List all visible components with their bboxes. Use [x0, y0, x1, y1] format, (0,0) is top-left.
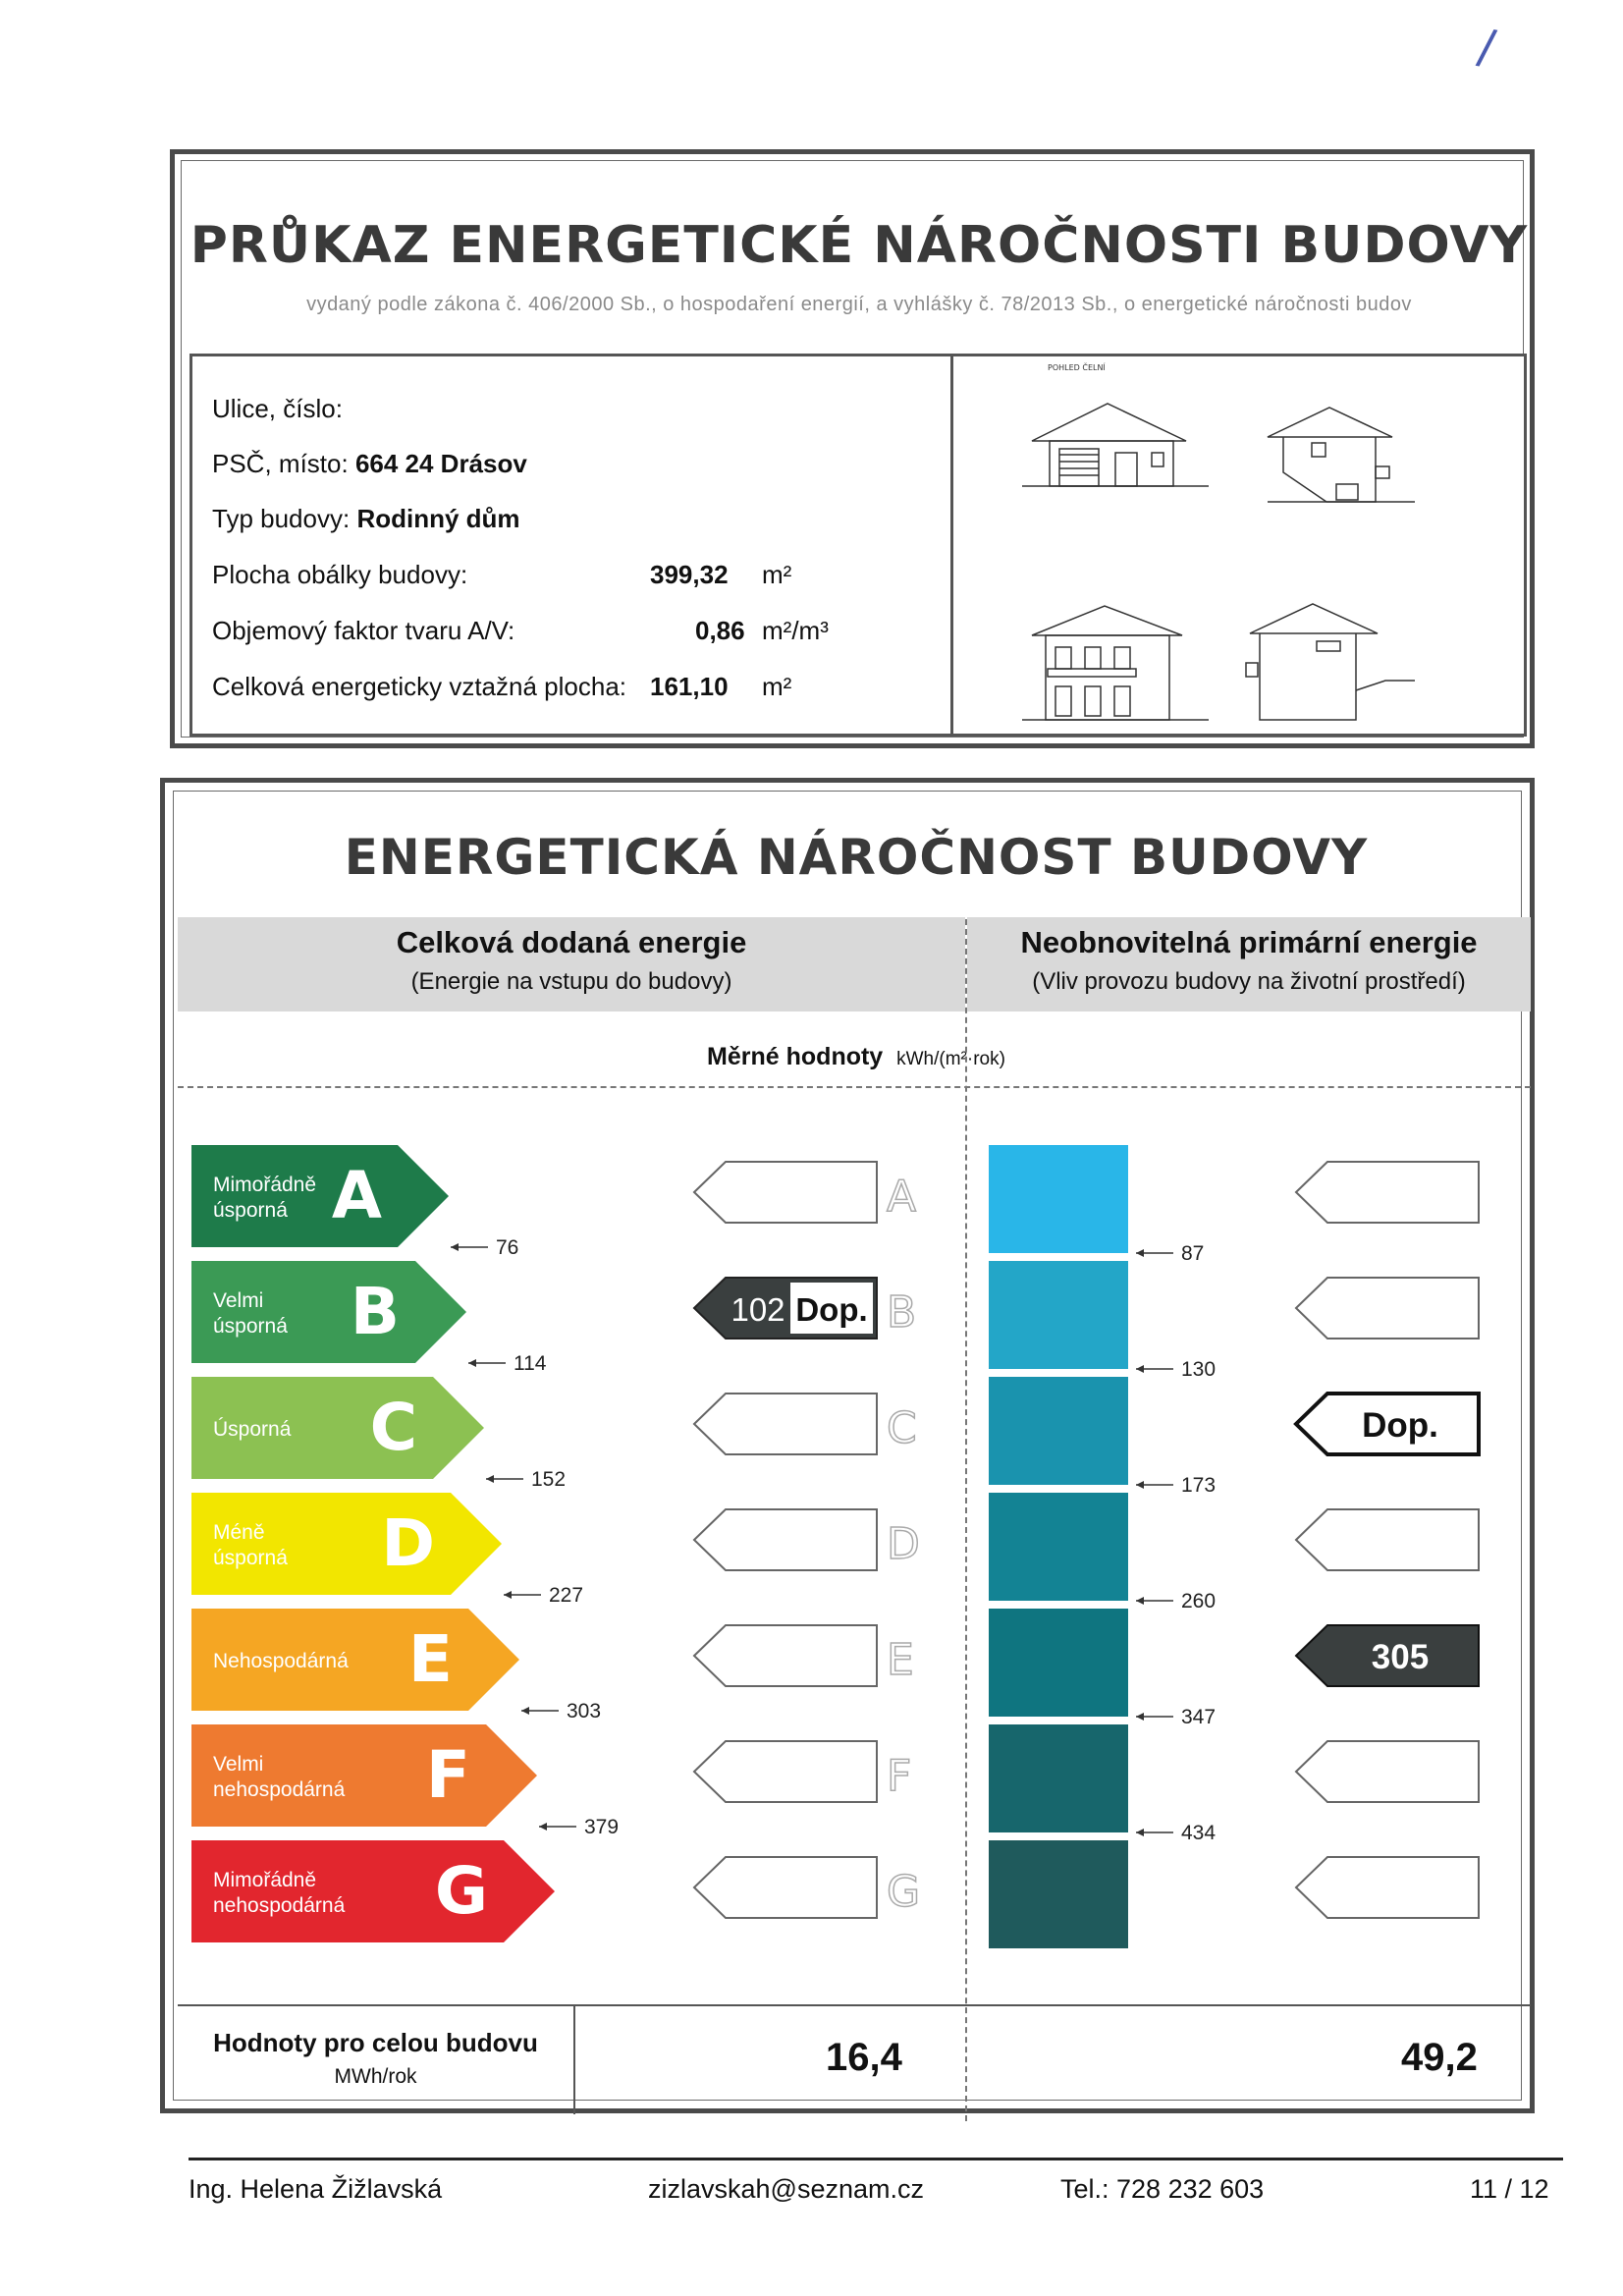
class-letter-d: D — [381, 1505, 435, 1581]
area-unit: m² — [762, 672, 792, 701]
primary-limit-arrowhead — [1136, 1597, 1144, 1605]
delivered-limit-value: 303 — [567, 1700, 602, 1722]
delivered-class-letter-f: F — [887, 1751, 912, 1801]
totals-row — [178, 2004, 1531, 2114]
delivered-limit-value: 227 — [549, 1584, 584, 1607]
building-info-table — [192, 356, 950, 734]
delivered-limit-arrowhead — [451, 1243, 459, 1251]
area-value: 161,10 — [650, 672, 729, 701]
front-roof-shape — [1032, 404, 1186, 441]
primary-indicator-d — [1296, 1509, 1479, 1570]
delivered-indicator-d — [694, 1509, 877, 1570]
delivered-limit-arrowhead — [521, 1707, 529, 1715]
primary-limit-arrowhead — [1136, 1829, 1144, 1836]
class-letter-e: E — [407, 1621, 453, 1697]
primary-limit-value: 260 — [1181, 1590, 1217, 1613]
specific-values-unit: kWh/(m²·rok) — [896, 1049, 1005, 1069]
delivered-class-letter-b: B — [887, 1287, 917, 1338]
class-arrow-d — [191, 1493, 502, 1595]
energy-class-scale — [174, 792, 1539, 2005]
certificate-header-inner — [181, 160, 1529, 738]
primary-limit-arrowhead — [1136, 1365, 1144, 1373]
av-label: Objemový faktor tvaru A/V: — [212, 616, 515, 645]
primary-limit-value: 173 — [1181, 1474, 1217, 1497]
certificate-title: PRŮKAZ ENERGETICKÉ NÁROČNOSTI BUDOVY — [189, 216, 1529, 275]
primary-value-marker: 305 — [1371, 1638, 1430, 1676]
psc-label: PSČ, místo: — [212, 449, 349, 478]
page-footer — [189, 2158, 1563, 2204]
delivered-class-letter-g: G — [887, 1867, 921, 1917]
drawing-label-front: POHLED ČELNÍ — [1048, 363, 1106, 372]
primary-limit-value: 87 — [1181, 1242, 1205, 1265]
rear-roof-shape — [1032, 606, 1182, 635]
type-row — [212, 504, 520, 534]
delivered-indicator-e — [694, 1625, 877, 1686]
primary-indicator-f — [1296, 1741, 1479, 1802]
primary-limit-value: 434 — [1181, 1822, 1217, 1844]
primary-limit-value: 130 — [1181, 1358, 1217, 1381]
energy-performance-box — [160, 778, 1535, 2113]
elevations-svg — [953, 356, 1528, 734]
primary-indicator-b — [1296, 1278, 1479, 1339]
primary-bar-f — [989, 1724, 1128, 1832]
primary-indicator-a — [1296, 1162, 1479, 1223]
stray-pen-mark: / — [1474, 19, 1499, 76]
delivered-limit-value: 379 — [584, 1816, 620, 1838]
primary-energy-subtitle: (Vliv provozu budovy na životní prostředí) — [1032, 968, 1466, 995]
footer-email: zizlavskah@seznam.cz — [648, 2174, 924, 2204]
delivered-indicator-c — [694, 1394, 877, 1454]
envelope-value: 399,32 — [650, 560, 729, 589]
class-letter-g: G — [434, 1853, 488, 1929]
delivered-class-letter-e: E — [887, 1635, 914, 1685]
delivered-indicator-a — [694, 1162, 877, 1223]
psc-row — [212, 449, 527, 479]
delivered-marker-value: 102 — [730, 1291, 785, 1328]
certificate-subtitle: vydaný podle zákona č. 406/2000 Sb., o hospodaření energií, a vyhlášky č. 78/2013 Sb., o energetické náročnosti budov — [306, 294, 1412, 315]
primary-bar-b — [989, 1261, 1128, 1369]
class-arrow-g — [191, 1840, 555, 1942]
class-letter-c: C — [369, 1390, 417, 1465]
primary-bar-a — [989, 1145, 1128, 1253]
side-roof-shape — [1268, 408, 1392, 437]
energy-performance-inner — [173, 791, 1522, 2101]
total-primary-value: 49,2 — [1401, 2036, 1478, 2079]
front-wall-shape — [1050, 441, 1173, 486]
class-arrow-b — [191, 1261, 466, 1363]
primary-limit-arrowhead — [1136, 1481, 1144, 1489]
specific-values-label: Měrné hodnoty — [707, 1043, 884, 1070]
av-value: 0,86 — [695, 616, 745, 645]
totals-label-cell — [178, 2006, 575, 2114]
energy-title: ENERGETICKÁ NÁROČNOST BUDOVY — [344, 829, 1369, 886]
footer-author: Ing. Helena Žižlavská — [189, 2174, 443, 2204]
class-label-c: Úsporná — [213, 1418, 292, 1441]
total-delivered-value: 16,4 — [826, 2036, 902, 2079]
primary-limit-arrowhead — [1136, 1713, 1144, 1721]
class-label-b: Velmi úsporná — [213, 1289, 288, 1338]
delivered-limit-arrowhead — [539, 1823, 547, 1831]
side2-roof-shape — [1250, 604, 1378, 633]
certificate-header-box — [170, 149, 1535, 748]
class-label-e: Nehospodárná — [213, 1650, 349, 1672]
delivered-limit-arrowhead — [468, 1359, 476, 1367]
primary-indicator-g — [1296, 1857, 1479, 1918]
delivered-limit-arrowhead — [504, 1591, 512, 1599]
delivered-limit-value: 152 — [531, 1468, 567, 1491]
primary-limit-value: 347 — [1181, 1706, 1217, 1728]
delivered-limit-value: 114 — [514, 1352, 547, 1375]
area-label: Celková energeticky vztažná plocha: — [212, 672, 627, 701]
totals-label: Hodnoty pro celou budovu — [213, 2028, 538, 2057]
type-label: Typ budovy: — [212, 504, 351, 533]
delivered-class-letter-d: D — [887, 1519, 920, 1569]
delivered-energy-subtitle: (Energie na vstupu do budovy) — [410, 968, 732, 995]
delivered-class-letter-c: C — [887, 1403, 917, 1453]
primary-bar-e — [989, 1609, 1128, 1717]
psc-value: 664 24 Drásov — [354, 449, 527, 478]
class-label-g: Mimořádně nehospodárná — [213, 1869, 346, 1917]
primary-energy-title: Neobnovitelná primární energie — [1020, 925, 1478, 959]
class-label-d: Méně úsporná — [213, 1521, 288, 1569]
class-letter-a: A — [331, 1158, 382, 1233]
delivered-limit-arrowhead — [486, 1475, 494, 1483]
street-row — [212, 394, 343, 424]
delivered-energy-title: Celková dodaná energie — [396, 925, 747, 959]
type-value: Rodinný dům — [356, 504, 520, 533]
primary-bar-g — [989, 1840, 1128, 1948]
class-arrow-f — [191, 1724, 537, 1827]
delivered-indicator-g — [694, 1857, 877, 1918]
class-letter-f: F — [425, 1737, 470, 1813]
delivered-indicator-f — [694, 1741, 877, 1802]
delivered-limit-value: 76 — [496, 1236, 519, 1259]
envelope-label: Plocha obálky budovy: — [212, 560, 468, 589]
class-arrow-a — [191, 1145, 449, 1247]
class-letter-b: B — [350, 1274, 400, 1349]
primary-bar-d — [989, 1493, 1128, 1601]
building-elevations-drawing — [950, 356, 1528, 734]
footer-page-number: 11 / 12 — [1470, 2174, 1549, 2204]
building-info-box — [189, 354, 1527, 737]
primary-bar-c — [989, 1377, 1128, 1485]
av-unit: m²/m³ — [762, 616, 829, 645]
street-label: Ulice, číslo: — [212, 394, 343, 423]
envelope-unit: m² — [762, 560, 792, 589]
class-label-a: Mimořádně úsporná — [213, 1174, 317, 1222]
primary-limit-arrowhead — [1136, 1249, 1144, 1257]
footer-phone: Tel.: 728 232 603 — [1060, 2174, 1265, 2204]
delivered-marker-label: Dop. — [795, 1291, 868, 1328]
primary-dop-marker: Dop. — [1362, 1406, 1438, 1445]
class-label-f: Velmi nehospodárná — [213, 1753, 346, 1801]
totals-unit: MWh/rok — [334, 2065, 417, 2088]
delivered-class-letter-a: A — [887, 1172, 917, 1222]
